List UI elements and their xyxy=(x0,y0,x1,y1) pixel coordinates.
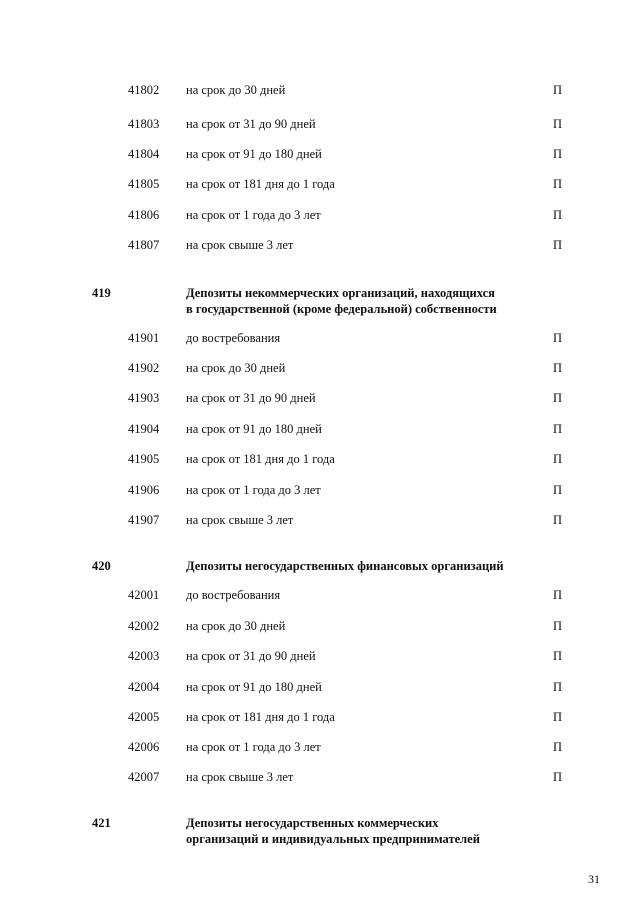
account-description: на срок свыше 3 лет xyxy=(186,238,294,252)
section-title-line: Депозиты негосударственных финансовых организаций xyxy=(186,559,504,573)
account-code: 41805 xyxy=(128,177,160,191)
account-type: П xyxy=(553,483,563,497)
section-title-line: в государственной (кроме федеральной) собственности xyxy=(186,302,497,316)
account-code: 42004 xyxy=(128,680,160,694)
account-description: на срок от 181 дня до 1 года xyxy=(186,177,335,191)
account-type: П xyxy=(553,770,563,784)
account-code: 42003 xyxy=(128,649,160,663)
account-type: П xyxy=(553,238,563,252)
account-description: на срок от 181 дня до 1 года xyxy=(186,710,335,724)
account-type: П xyxy=(553,331,563,345)
section-title xyxy=(186,558,546,574)
section-code: 421 xyxy=(92,816,111,830)
account-type: П xyxy=(553,680,563,694)
account-description: на срок свыше 3 лет xyxy=(186,770,294,784)
account-description: на срок свыше 3 лет xyxy=(186,513,294,527)
account-description: на срок от 91 до 180 дней xyxy=(186,422,322,436)
section-title-line: Депозиты некоммерческих организаций, находящихся xyxy=(186,286,495,300)
account-description: на срок до 30 дней xyxy=(186,619,286,633)
account-type: П xyxy=(553,361,563,375)
account-code: 42002 xyxy=(128,619,160,633)
account-code: 41905 xyxy=(128,452,160,466)
account-type: П xyxy=(553,391,563,405)
account-type: П xyxy=(553,740,563,754)
section-title-line: организаций и индивидуальных предпринимателей xyxy=(186,832,480,846)
account-description: на срок от 1 года до 3 лет xyxy=(186,208,321,222)
section-code: 419 xyxy=(92,286,111,300)
account-type: П xyxy=(553,177,563,191)
account-description: на срок до 30 дней xyxy=(186,361,286,375)
account-type: П xyxy=(553,649,563,663)
section-title xyxy=(186,285,546,317)
account-type: П xyxy=(553,208,563,222)
account-code: 41902 xyxy=(128,361,160,375)
account-description: на срок от 181 дня до 1 года xyxy=(186,452,335,466)
section-title xyxy=(186,815,546,847)
account-type: П xyxy=(553,513,563,527)
account-code: 42007 xyxy=(128,770,160,784)
account-type: П xyxy=(553,710,563,724)
section-title-line: Депозиты негосударственных коммерческих xyxy=(186,816,439,830)
account-code: 41904 xyxy=(128,422,160,436)
account-code: 41807 xyxy=(128,238,160,252)
account-description: на срок от 31 до 90 дней xyxy=(186,649,316,663)
account-code: 41804 xyxy=(128,147,160,161)
account-type: П xyxy=(553,147,563,161)
account-description: на срок от 91 до 180 дней xyxy=(186,147,322,161)
account-code: 41901 xyxy=(128,331,160,345)
section-code: 420 xyxy=(92,559,111,573)
account-code: 41903 xyxy=(128,391,160,405)
account-description: на срок до 30 дней xyxy=(186,83,286,97)
account-type: П xyxy=(553,117,563,131)
account-description: до востребования xyxy=(186,588,281,602)
account-code: 42001 xyxy=(128,588,160,602)
page-number: 31 xyxy=(588,872,600,886)
account-type: П xyxy=(553,452,563,466)
account-code: 41802 xyxy=(128,83,160,97)
account-description: на срок от 31 до 90 дней xyxy=(186,117,316,131)
account-code: 42005 xyxy=(128,710,160,724)
account-type: П xyxy=(553,422,563,436)
account-code: 41803 xyxy=(128,117,160,131)
account-code: 41907 xyxy=(128,513,160,527)
account-type: П xyxy=(553,619,563,633)
account-description: на срок от 31 до 90 дней xyxy=(186,391,316,405)
account-description: на срок от 91 до 180 дней xyxy=(186,680,322,694)
account-type: П xyxy=(553,83,563,97)
account-description: до востребования xyxy=(186,331,281,345)
account-description: на срок от 1 года до 3 лет xyxy=(186,740,321,754)
account-description: на срок от 1 года до 3 лет xyxy=(186,483,321,497)
account-code: 42006 xyxy=(128,740,160,754)
account-code: 41906 xyxy=(128,483,160,497)
account-type: П xyxy=(553,588,563,602)
account-code: 41806 xyxy=(128,208,160,222)
